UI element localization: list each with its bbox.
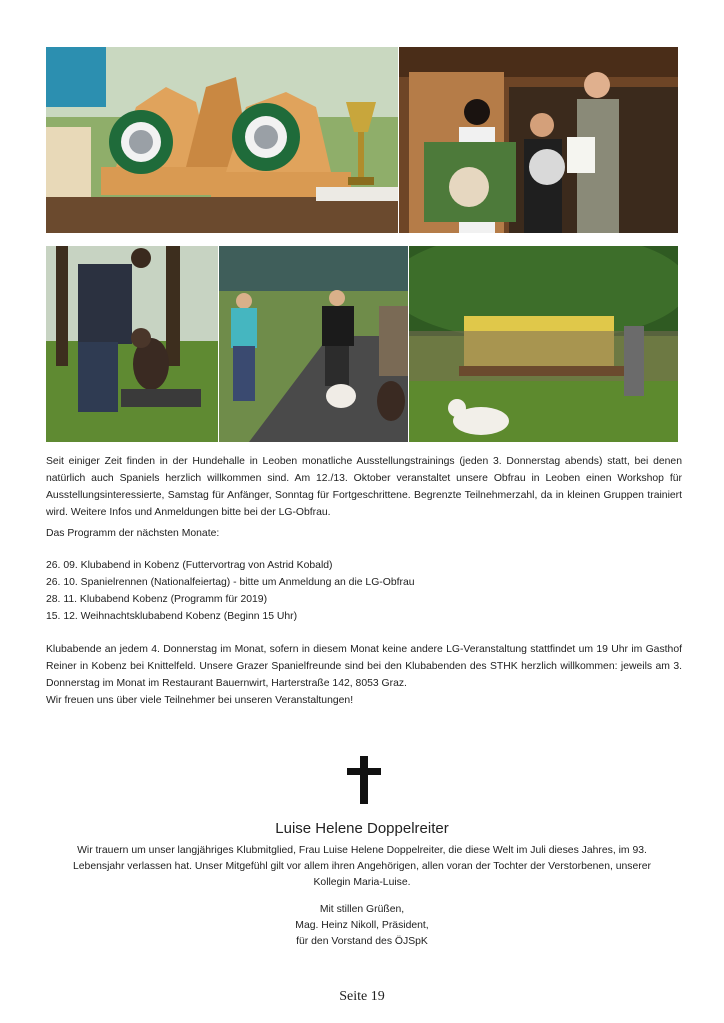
signer: Mag. Heinz Nikoll, Präsident,: [295, 920, 429, 931]
photo-dog-walk: [219, 246, 408, 442]
program-item: 26. 10. Spanielrennen (Nationalfeiertag) - bitte um Anmeldung an die LG-Obfrau: [46, 577, 415, 588]
club-evenings-text: Klubabende an jedem 4. Donnerstag im Monat, sofern in diesem Monat keine andere LG-Veranstaltung stattfindet um 19 Uhr im Gasthof Reiner in Kobenz bei Knittelfeld. Unsere Grazer Spanielfreunde sind bei den Klubabenden des STHK herzlich willkommen: jeweils am 3. Donnerstag im Monat im Restaurant Bauernwirt, Harterstraße 142, 8053 Graz.: [46, 644, 682, 689]
program-item: 26. 09. Klubabend in Kobenz (Futtervortrag von Astrid Kobald): [46, 560, 333, 571]
closing-line: Wir freuen uns über viele Teilnehmer bei unseren Veranstaltungen!: [46, 695, 354, 706]
intro-text: Seit einiger Zeit finden in der Hundehalle in Leoben monatliche Ausstellungstrainings (jeden 3. Donnerstag abends) statt, bei denen natürlich auch Spaniels herzlich willkommen sind. Am 12./13. Oktober veranstaltet unsere Obfrau in Leoben einen Workshop für Ausstellungsinteressierte, Samstag für Anfänger, Sonntag für Fortgeschrittene. Begrenzte Teilnehmerzahl, da in kleinen Gruppen trainiert wird. Weitere Infos und Anmeldungen bitte bei der LG-Obfrau.: [46, 456, 682, 518]
dog: [377, 381, 405, 421]
dog: [326, 384, 356, 408]
photo-club-gathering: [409, 246, 678, 442]
signature-block: [0, 902, 724, 950]
program-list: [46, 557, 415, 625]
rosette-icon: [109, 110, 173, 174]
program-item: 28. 11. Klubabend Kobenz (Programm für 2019): [46, 594, 268, 605]
photo-trophies: [46, 47, 398, 233]
rosette-icon: [232, 103, 300, 171]
intro-paragraph: [46, 453, 682, 521]
program-item: 15. 12. Weihnachtsklubabend Kobenz (Beginn 15 Uhr): [46, 611, 298, 622]
person: [231, 293, 257, 401]
photo-dog-training: [46, 246, 218, 442]
cross-icon: [347, 756, 381, 804]
page-number: Seite 19: [339, 989, 385, 1004]
closing-greeting: Mit stillen Grüßen,: [319, 904, 405, 915]
club-evenings-paragraph: [46, 641, 682, 709]
obituary-text: Wir trauern um unser langjähriges Klubmitglied, Frau Luise Helene Doppelreiter, die diese Welt im Juli dieses Jahres, im 93. Lebensjahr verlassen hat. Unser Mitgefühl gilt vor allem ihren Angehörigen, allen voran der Tochter der Verstorbenen, unserer Kollegin Maria-Luise.: [73, 845, 651, 888]
photo-award-presentation: [399, 47, 678, 233]
board: für den Vorstand des ÖJSpK: [296, 936, 428, 947]
obituary-name: Luise Helene Doppelreiter: [275, 820, 449, 837]
program-title: Das Programm der nächsten Monate:: [46, 528, 220, 539]
